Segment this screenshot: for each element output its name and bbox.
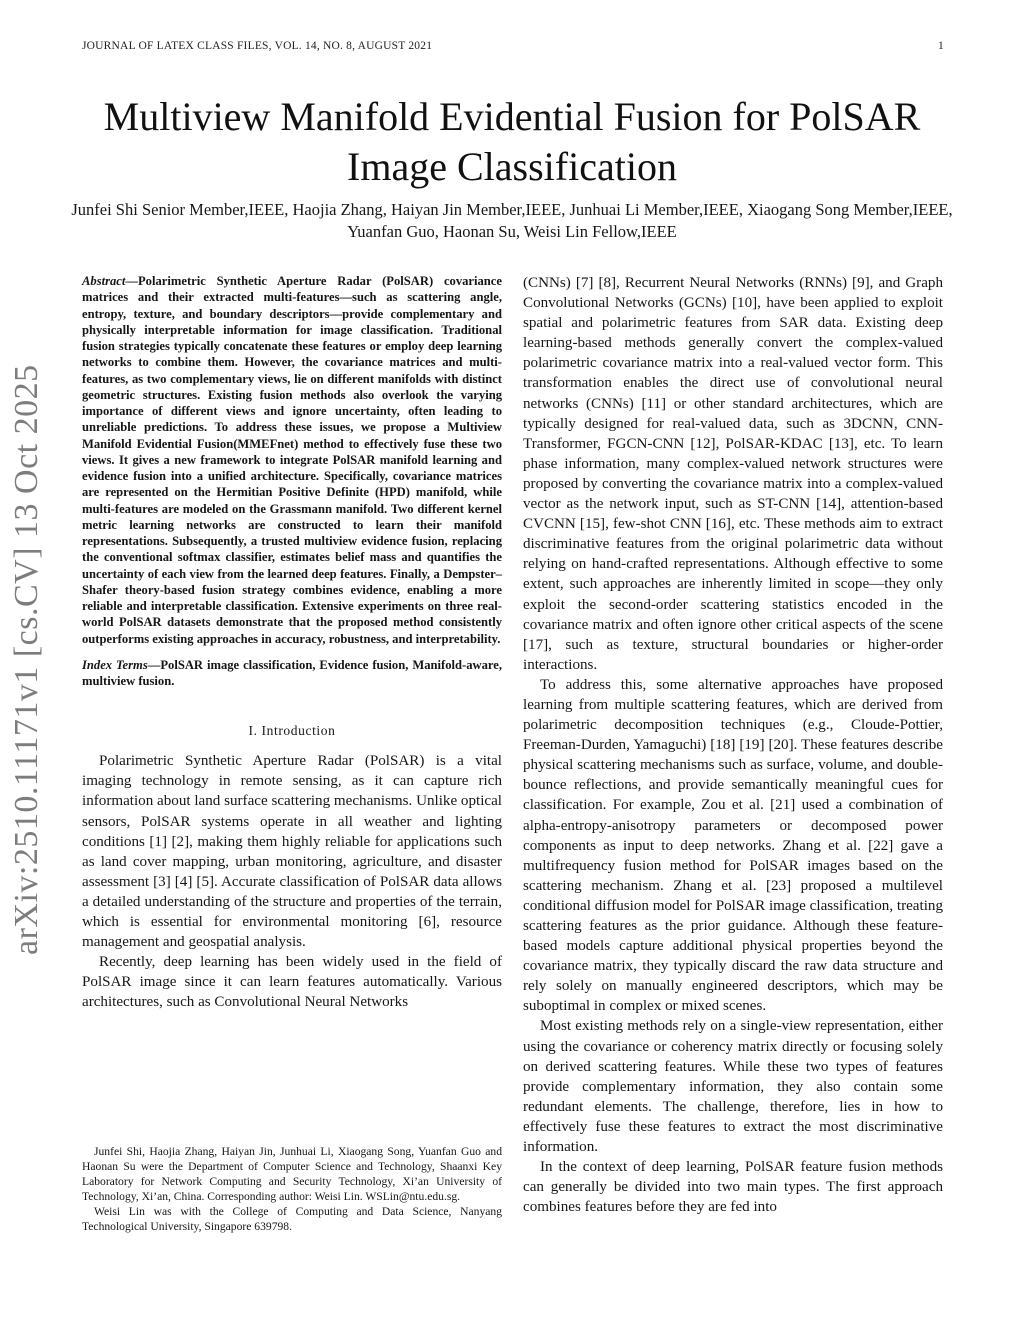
page-number: 1 [938,40,944,52]
index-terms [82,657,502,690]
index-terms-label: Index Terms [82,657,148,672]
body-paragraph: Recently, deep learning has been widely used in the field of PolSAR image since it can learn features automatically. Various architectures, such as Convolutional Neural Networks [82,954,502,1011]
section-heading-introduction: I. Introduction [248,723,336,739]
running-header [82,40,944,52]
arxiv-identifier: arXiv:2510.11171v1 [cs.CV] 13 Oct 2025 [8,364,45,955]
footnote-affiliation-lin: Weisi Lin was with the College of Computing and Data Science, Nanyang Technological University, Singapore 639798. [82,1205,502,1233]
paper-title: Multiview Manifold Evidential Fusion for PolSAR Image Classification [103,94,921,189]
right-column [523,273,943,1217]
body-paragraph: Most existing methods rely on a single-view representation, either using the covariance or coherency matrix directly or focusing solely on derived scattering features. While these two types of features provide complementary information, they also contain some redundant elements. The challenge, therefore, lies in how to effectively fuse these features to extract the most discriminative information. [523,1018,943,1156]
author-list: Junfei Shi Senior Member,IEEE, Haojia Zhang, Haiyan Jin Member,IEEE, Junhuai Li Member,IEEE, Xiaogang Song Member,IEEE, Yuanfan Guo, Haonan Su, Weisi Lin Fellow,IEEE [71,200,953,241]
body-paragraph: In the context of deep learning, PolSAR feature fusion methods can generally be divided into two main types. The first approach combines features before they are fed into [523,1159,943,1216]
abstract-label: Abstract [82,274,126,288]
footnotes [82,1144,502,1234]
abstract-text: —Polarimetric Synthetic Aperture Radar (PolSAR) covariance matrices and their extracted multi-features—such as scattering angle, entropy, texture, and boundary descriptors—provide complementary and physically interpretable information for image classification. Traditional fusion strategies typically concatenate these features or employ deep learning networks to combine them. However, the covariance matrices and multi-features, as two complementary views, lie on different manifolds with distinct geometric structures. Existing fusion methods also overlook the varying importance of different views and ignore uncertainty, often leading to unreliable predictions. To address these issues, we propose a Multiview Manifold Evidential Fusion(MMEFnet) method to effectively fuse these two views. It gives a new framework to integrate PolSAR manifold learning and evidence fusion into a unified architecture. Specifically, covariance matrices are represented on the Hermitian Positive Definite (HPD) manifold, while multi-features are modeled on the Grassmann manifold. Two different kernel metric learning networks are constructed to learn their manifold representations. Subsequently, a trusted multiview evidence fusion, replacing the conventional softmax classifier, estimates belief mass and quantifies the uncertainty of each view from the learned deep features. Finally, a Dempster–Shafer theory-based fusion strategy combines evidence, enabling a more reliable and interpretable classification. Extensive experiments on three real-world PolSAR datasets demonstrate that the proposed method consistently outperforms existing approaches in accuracy, robustness, and interpretability. [82,274,502,646]
journal-line: JOURNAL OF LATEX CLASS FILES, VOL. 14, NO. 8, AUGUST 2021 [82,40,433,52]
abstract [82,273,502,647]
footnote-affiliations: Junfei Shi, Haojia Zhang, Haiyan Jin, Junhuai Li, Xiaogang Song, Yuanfan Guo and Haonan Su were the Department of Computer Science and Technology, Shaanxi Key Laboratory for Network Computing and Security Technology, Xi’an University of Technology, Xi’an, China. Corresponding author: Weisi Lin. WSLin@ntu.edu.sg. [82,1145,502,1203]
index-terms-text: —PolSAR image classification, Evidence fusion, Manifold-aware, multiview fusion. [82,657,502,688]
body-paragraph: To address this, some alternative approaches have proposed learning from multiple scattering features, which are derived from polarimetric decomposition techniques (e.g., Cloude-Pottier, Freeman-Durden, Yamaguchi) [18] [19] [20]. These features describe physical scattering mechanisms such as surface, volume, and double-bounce reflections, and provide semantically meaningful cues for classification. For example, Zou et al. [21] used a combination of alpha-entropy-anisotropy parameters or decomposed power components as input to deep networks. Zhang et al. [22] gave a multifrequency fusion method for PolSAR images based on the scattering mechanism. Zhang et al. [23] proposed a multilevel conditional diffusion model for PolSAR image classification, treating scattering features as the prior guidance. Although these feature-based models capture additional physical properties beyond the covariance matrix, they typically discard the raw data structure and rely solely on manually engineered descriptors, which may be suboptimal in complex or mixed scenes. [523,676,943,1015]
body-paragraph: (CNNs) [7] [8], Recurrent Neural Networks (RNNs) [9], and Graph Convolutional Networks (GCNs) [10], have been applied to exploit spatial and polarimetric features from SAR data. Existing deep learning-based methods generally convert the complex-valued polarimetric covariance matrix into a real-valued vector form. This transformation enables the direct use of convolutional neural networks (CNNs) [11] or other standard architectures, which are typically designed for real-valued data, such as 3DCNN, CNN-Transformer, FGCN-CNN [12], PolSAR-KDAC [13], etc. To learn phase information, many complex-valued network structures were proposed by converting the covariance matrix into a complex-valued vector as the network input, such as ST-CNN [14], attention-based CVCNN [15], few-shot CNN [16], etc. These methods aim to extract discriminative features from the original polarimetric data without relying on hand-crafted representations. Although effective to some extent, such approaches are inherently limited in scope—they only exploit the second-order scattering statistics encoded in the covariance matrix and often ignore other critical aspects of the scene [17], such as texture, structural boundaries or higher-order interactions. [523,275,943,673]
left-column [82,273,502,1012]
body-paragraph: Polarimetric Synthetic Aperture Radar (PolSAR) is a vital imaging technology in remote sensing, as it can capture rich information about land surface scattering mechanisms. Unlike optical sensors, PolSAR systems operate in all weather and lighting conditions [1] [2], making them highly reliable for applications such as land cover mapping, urban monitoring, agriculture, and disaster assessment [3] [4] [5]. Accurate classification of PolSAR data allows a detailed understanding of the structure and properties of the terrain, which is essential for environmental monitoring [6], resource management and geospatial analysis. [82,753,502,951]
